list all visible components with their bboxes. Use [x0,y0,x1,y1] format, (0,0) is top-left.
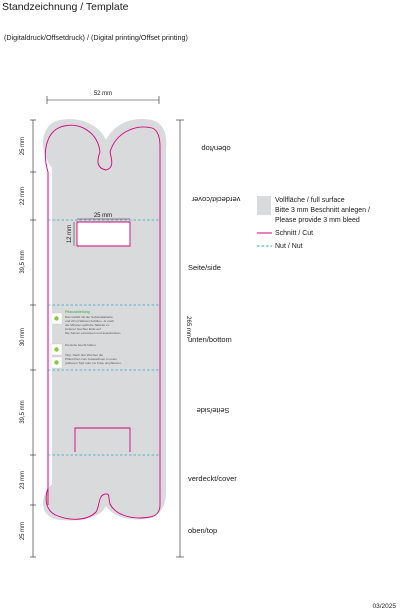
window-cut-top [77,222,130,246]
plant-step-2-icon-leaf [54,347,58,351]
imprint-text: Tipp: Nach drei Wochen die [65,353,104,357]
footer-date: 03/2025 [372,603,396,610]
imprint-text: Pflänzchen zum Auswachsen in einen [65,357,117,361]
plant-step-1-icon-leaf [54,316,58,320]
section-label-cover-flipped: verdeckt/cover [191,195,241,204]
imprint-heading: Pflanzanleitung [65,310,90,314]
legend-cut-label: Schnitt / Cut [275,230,314,237]
section-label-cover: verdeckt/cover [188,474,237,483]
segment-label-5: 39,5 mm [20,400,26,424]
section-label-top-flipped: oben/top [201,144,231,153]
legend-surface-swatch [257,196,271,215]
page-subtitle: (Digitaldruck/Offsetdruck) / (Digital printing/Offset printing) [4,33,188,42]
imprint-text: und 20 ml Wasser befüllen. Je nach [65,319,115,323]
legend-surface-line1: Vollfläche / full surface [275,197,345,204]
imprint-text: Das Gefäß mit der Substrattablette [65,315,113,319]
segment-label-1: 25 mm [20,136,26,156]
window-height-label: 12 mm [67,224,73,244]
legend-nut-label: Nut / Nut [275,243,303,250]
imprint-text: Die Samen einstreuen und anandrücken. [65,331,122,335]
segment-label-2: 22 mm [20,186,26,206]
total-height-label: 265 mm [185,316,191,338]
section-label-top: oben/top [188,526,218,535]
page-title: Standzeichnung / Template [2,1,129,13]
plant-step-3-icon-leaf [54,360,58,364]
section-label-side-flipped: Seite/side [196,406,230,415]
section-label-side: Seite/side [188,263,221,272]
section-label-bottom: unten/bottom [188,335,232,344]
imprint-text: Die Erde feucht halten. [65,343,97,347]
window-width-label: 25 mm [93,213,113,219]
legend-surface-line2: Bitte 3 mm Beschnitt anlegen / [275,207,370,214]
imprint-text: größeren Topf oder ins Freie umpflanzen. [65,361,122,365]
imprint-text: lockerer feuchter Erde auf. [65,327,102,331]
segment-label-4: 30 mm [20,327,26,347]
imprint-text: der Minuten quillt die Tablette zu [65,323,110,327]
segment-label-6: 23 mm [20,470,26,490]
segment-label-7: 25 mm [20,521,26,541]
segment-label-3: 39,5 mm [20,250,26,274]
legend-surface-line3: Please provide 3 mm bleed [275,217,360,224]
width-dimension-label: 52 mm [93,91,113,97]
